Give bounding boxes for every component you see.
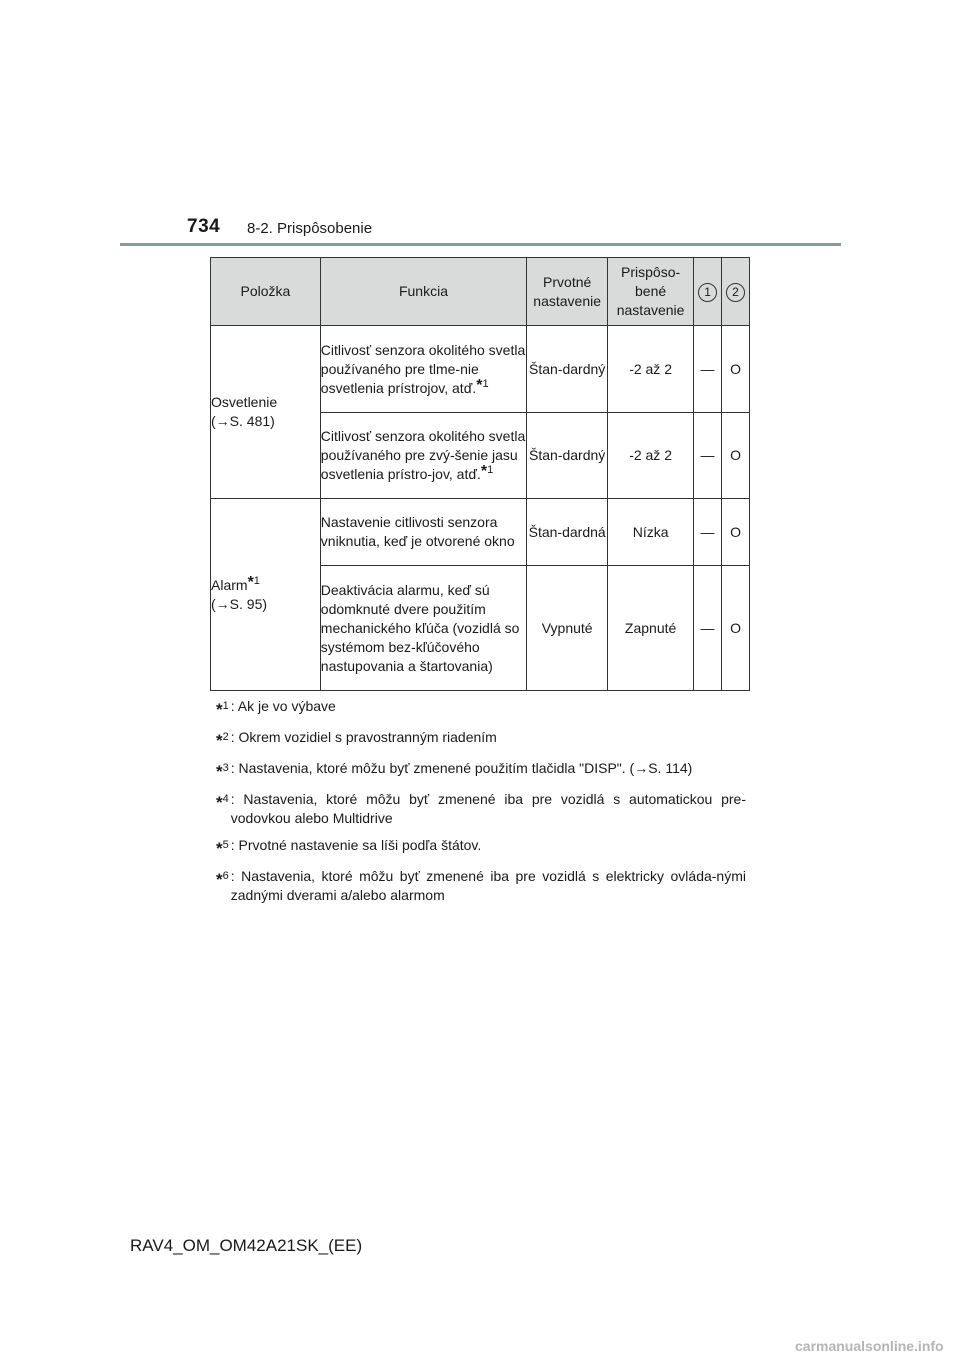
circled-number-1: 1	[698, 283, 717, 302]
col1-cell: —	[694, 499, 722, 566]
function-text: Citlivosť senzora okolitého svetla používaného pre tlme-nie osvetlenia prístrojov, atď.	[320, 341, 526, 396]
default-cell: Vypnuté	[527, 566, 608, 691]
header-custom: Prispôso-bené nastavenie	[608, 258, 694, 326]
item-cell-alarm	[211, 499, 321, 691]
footnote-text: : Okrem vozidiel s pravostranným riadením	[230, 729, 497, 745]
table-row	[211, 499, 750, 566]
footnote-text: : Ak je vo výbave	[230, 698, 336, 714]
custom-cell: Nízka	[608, 499, 694, 566]
footnote	[216, 788, 746, 828]
item-name: Alarm	[211, 576, 248, 593]
header-item: Položka	[211, 258, 321, 326]
page-number: 734	[187, 216, 221, 237]
footnote-marker: *$^1$	[216, 700, 229, 719]
circled-number-2: 2	[726, 283, 745, 302]
col2-cell: O	[722, 499, 750, 566]
footnotes	[216, 695, 746, 911]
table-header-row	[211, 258, 750, 326]
footnote-text: : Prvotné nastavenie sa líši podľa štátov.	[230, 837, 482, 853]
default-cell: Štan-dardný	[527, 326, 608, 413]
footnote-text: : Nastavenia, ktoré môžu byť zmenené použitím tlačidla "DISP". (→S. 114)	[230, 760, 693, 776]
item-cell-lighting	[211, 326, 321, 499]
col1-cell: —	[694, 413, 722, 499]
document-code: RAV4_OM_OM42A21SK_(EE)	[130, 1236, 363, 1255]
header-rule	[120, 243, 841, 246]
footnote	[216, 757, 746, 782]
settings-table	[210, 257, 750, 691]
col1-cell: —	[694, 566, 722, 691]
custom-cell: -2 až 2	[608, 413, 694, 499]
header-function: Funkcia	[320, 258, 526, 326]
table-row	[211, 326, 750, 413]
footnote-marker: *$^2$	[216, 731, 229, 750]
item-ref: (→S. 481)	[211, 413, 275, 429]
function-cell	[320, 413, 526, 499]
footnote	[216, 865, 746, 905]
custom-cell: -2 až 2	[608, 326, 694, 413]
col2-cell: O	[722, 566, 750, 691]
footnote	[216, 834, 746, 859]
custom-cell: Zapnuté	[608, 566, 694, 691]
col2-cell: O	[722, 326, 750, 413]
section-title: 8-2. Prispôsobenie	[247, 220, 373, 237]
item-name: Osvetlenie	[211, 394, 278, 410]
footnote-marker: *$^4$	[216, 793, 229, 812]
default-cell: Štan-dardná	[527, 499, 608, 566]
col1-cell: —	[694, 326, 722, 413]
function-cell: Deaktivácia alarmu, keď sú odomknuté dvere použitím mechanického kľúča (vozidlá so systémom bez-kľúčového nastupovania a štartovania)	[320, 566, 526, 691]
col2-cell: O	[722, 413, 750, 499]
watermark: carmanualsonline.info	[795, 1338, 944, 1354]
footnote	[216, 695, 746, 720]
function-cell: Nastavenie citlivosti senzora vniknutia, keď je otvorené okno	[320, 499, 526, 566]
default-cell: Štan-dardný	[527, 413, 608, 499]
header-default: Prvotné nastavenie	[527, 258, 608, 326]
footnote	[216, 726, 746, 751]
footnote-marker: *$^6$	[216, 870, 229, 889]
function-cell	[320, 326, 526, 413]
footnote-marker: *$^5$	[216, 839, 229, 858]
footnote-marker: *1	[247, 573, 260, 591]
header-col1	[694, 258, 722, 326]
header-col2	[722, 258, 750, 326]
footnote-marker: *$^3$	[216, 762, 229, 781]
footnote-marker: *1	[480, 463, 494, 480]
footnote-marker: *1	[476, 376, 489, 394]
footnote-text: : Nastavenia, ktoré môžu byť zmenené iba pre vozidlá s elektricky ovláda-nými zadnými dverami a/alebo alarmom	[230, 868, 746, 903]
footnote-text: : Nastavenia, ktoré môžu byť zmenené iba pre vozidlá s automatickou pre-vodovkou alebo Multidrive	[230, 791, 746, 826]
function-text: Citlivosť senzora okolitého svetla používaného pre zvý-šenie jasu osvetlenia prístro-jov, atď.	[320, 428, 526, 482]
item-ref: (→S. 95)	[211, 595, 268, 612]
